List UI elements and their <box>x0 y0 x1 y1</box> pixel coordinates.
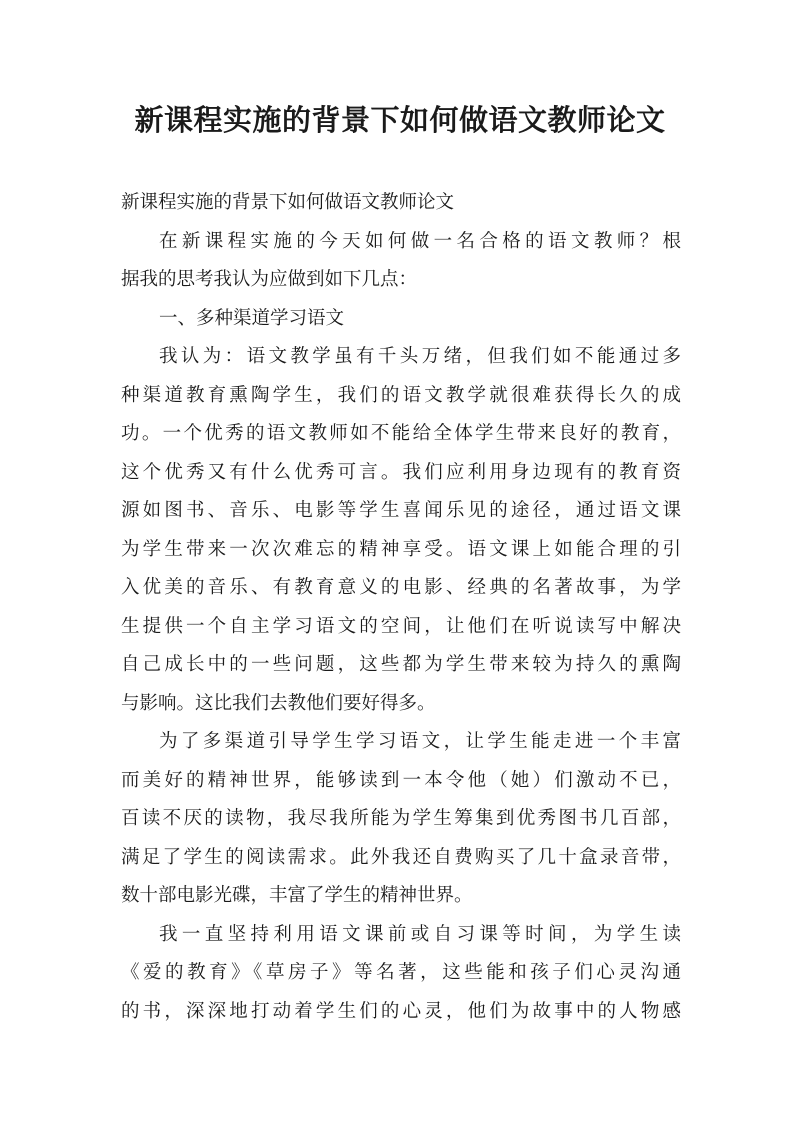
body-line: 新课程实施的背景下如何做语文教师论文 <box>121 192 455 213</box>
body-line: 数十部电影光碟，丰富了学生的精神世界。 <box>121 885 473 906</box>
body-line: 的书，深深地打动着学生们的心灵，他们为故事中的人物感 <box>121 1000 681 1022</box>
body-line: 《爱的教育》《草房子》等名著，这些能和孩子们心灵沟通 <box>121 962 681 983</box>
document-body <box>121 184 681 1031</box>
body-line: 满足了学生的阅读需求。此外我还自费购买了几十盒录音带， <box>121 846 681 868</box>
body-line: 而美好的精神世界，能够读到一本令他（她）们激动不已， <box>121 769 681 791</box>
body-line: 为了多渠道引导学生学习语文，让学生能走进一个丰富 <box>159 731 681 752</box>
body-line: 一、多种渠道学习语文 <box>159 307 345 329</box>
body-line: 据我的思考我认为应做到如下几点： <box>121 269 418 290</box>
body-line: 我认为：语文教学虽有千头万绪，但我们如不能通过多 <box>159 346 681 367</box>
body-line: 这个优秀又有什么优秀可言。我们应利用身边现有的教育资 <box>121 461 681 483</box>
body-line: 种渠道教育熏陶学生，我们的语文教学就很难获得长久的成 <box>121 384 681 406</box>
body-line: 与影响。这比我们去教他们要好得多。 <box>121 692 436 714</box>
body-line: 自己成长中的一些问题，这些都为学生带来较为持久的熏陶 <box>121 654 681 675</box>
body-line: 为学生带来一次次难忘的精神享受。语文课上如能合理的引 <box>121 538 681 560</box>
body-line: 源如图书、音乐、电影等学生喜闻乐见的途径，通过语文课 <box>121 500 681 521</box>
body-line: 在新课程实施的今天如何做一名合格的语文教师？根 <box>159 230 681 252</box>
body-line: 功。一个优秀的语文教师如不能给全体学生带来良好的教育， <box>121 423 681 444</box>
body-line: 入优美的音乐、有教育意义的电影、经典的名著故事，为学 <box>121 577 681 598</box>
body-line: 生提供一个自主学习语文的空间，让他们在听说读写中解决 <box>121 615 681 637</box>
body-line: 百读不厌的读物，我尽我所能为学生筹集到优秀图书几百部， <box>121 808 681 829</box>
body-line: 我一直坚持利用语文课前或自习课等时间，为学生读 <box>159 923 681 945</box>
document-title: 新课程实施的背景下如何做语文教师论文 <box>134 103 666 137</box>
